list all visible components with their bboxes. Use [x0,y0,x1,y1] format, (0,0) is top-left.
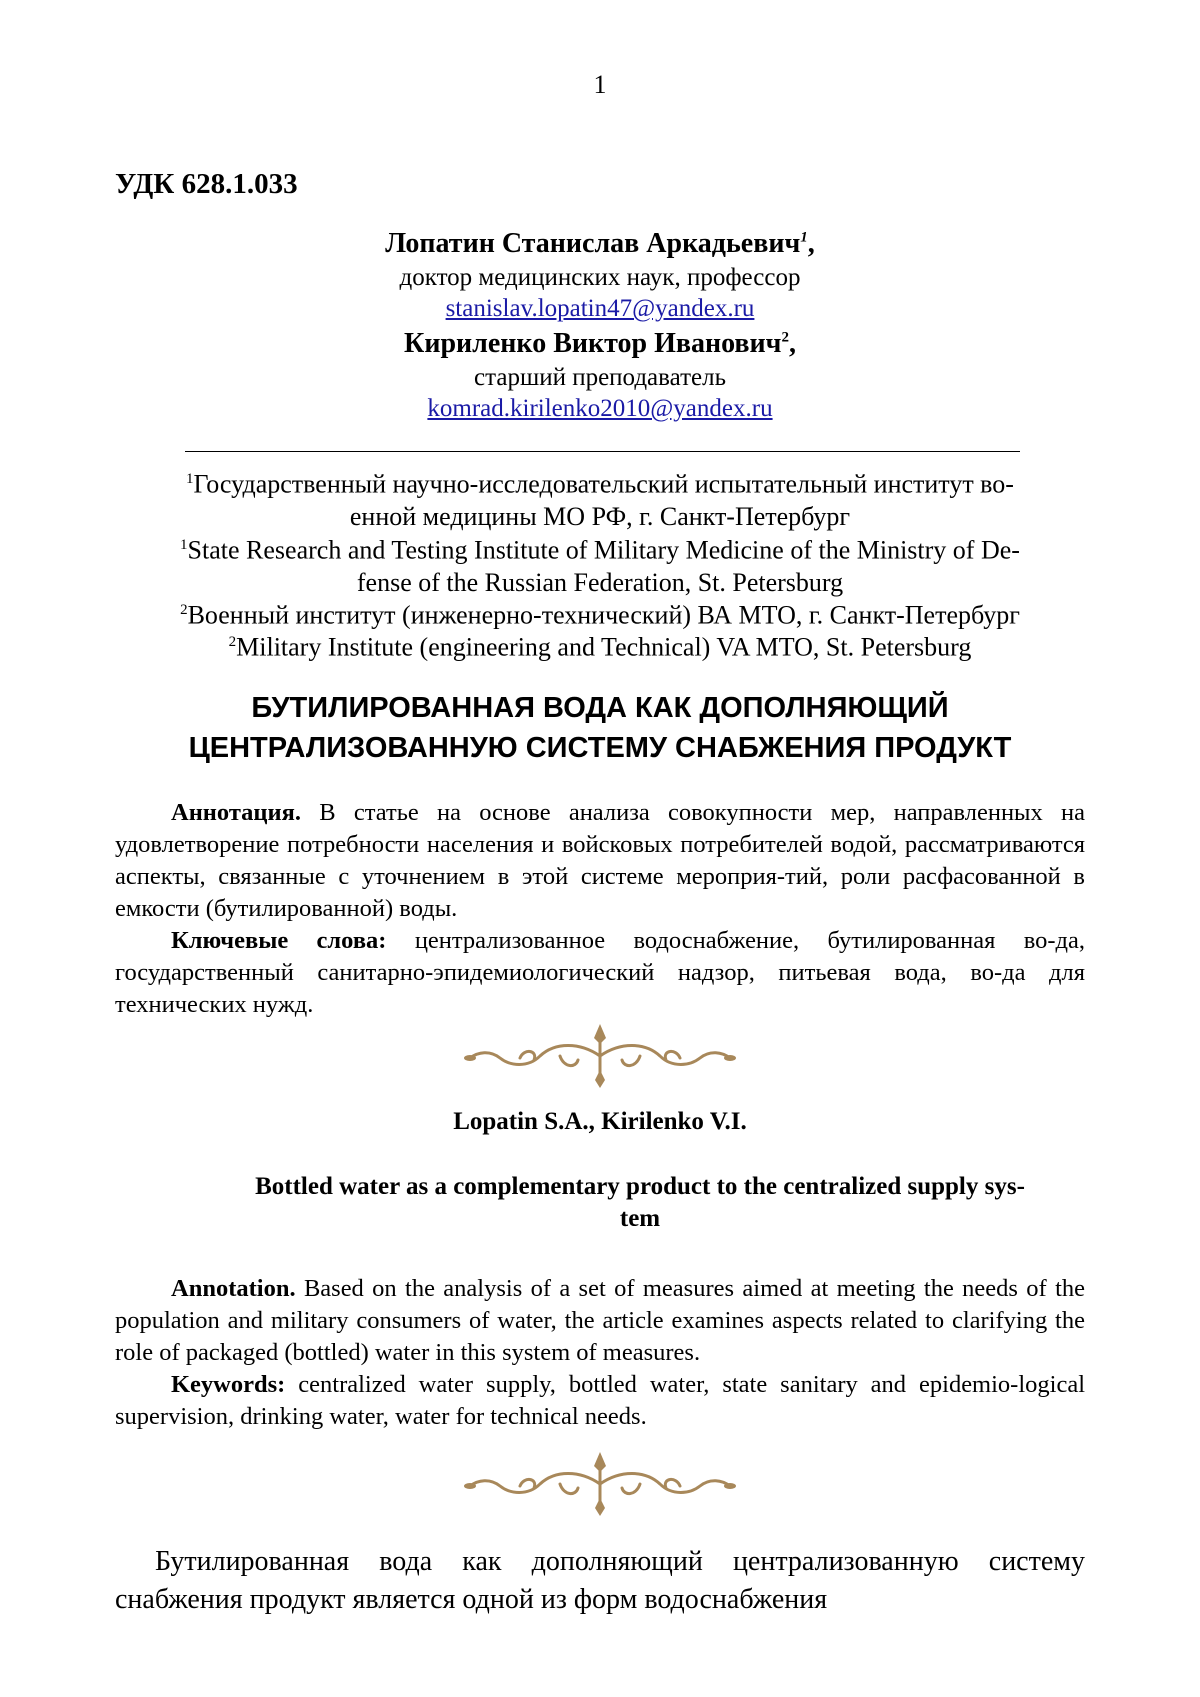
author-1-name: Лопатин Станислав Аркадьевич$^1$, [385,228,815,259]
affiliation-divider [185,451,1020,452]
author-2-email-link[interactable]: komrad.kirilenko2010@yandex.ru [427,395,773,422]
title-ru: БУТИЛИРОВАННАЯ ВОДА КАК ДОПОЛНЯЮЩИЙ ЦЕНТРАЛИЗОВАННУЮ СИСТЕМУ СНАБЖЕНИЯ ПРОДУКТ [188,692,1012,764]
author-1-email-row [115,295,1085,323]
page-number: 1 [593,70,607,99]
affiliation-1-ru: $^1$Государственный научно-исследовательский испытательный институт во- енной медицины МО РФ, г. Санкт-Петербург [186,469,1014,531]
abstract-en: Annotation. Based on the analysis of a set of measures aimed at meeting the needs of the population and military consumers of water, the article examines aspects related to clarifying the role of packaged (bottled) water in this system of measures. [115,1275,1085,1366]
body-paragraph: Бутилированная вода как дополняющий централизованную систему снабжения продукт является одной из форм водоснабжения [115,1546,1085,1615]
authors-en: Lopatin S.A., Kirilenko V.I. [453,1108,747,1135]
affiliation-2-ru: $^2$Военный институт (инженерно-технический) ВА МТО, г. Санкт-Петербург [180,600,1020,630]
affiliation-2-en: $^2$Military Institute (engineering and Technical) VA MTO, St. Petersburg [228,632,972,662]
author-1-role: доктор медицинских наук, профессор [399,264,801,291]
ornament-divider-1 [460,1022,740,1092]
udk-code: УДК 628.1.033 [115,168,298,200]
keywords-en: Keywords: centralized water supply, bottled water, state sanitary and epidemio-logical supervision, drinking water, water for technical needs. [115,1371,1086,1430]
author-2-role: старший преподаватель [474,364,726,391]
affiliation-1-en: $^1$State Research and Testing Institute of Military Medicine of the Ministry of De- fense of the Russian Federation, St. Petersburg [180,535,1020,597]
keywords-ru: Ключевые слова: централизованное водоснабжение, бутилированная во-да, государственный санитарно-эпидемиологический надзор, питьевая вода, во-да для технических нужд. [115,927,1086,1018]
abstract-en-label: Annotation. [171,1275,296,1302]
abstract-ru: Аннотация. В статье на основе анализа совокупности мер, направленных на удовлетворение потребности населения и войсковых потребителей водой, рассматриваются аспекты, связанные с уточнением в этой системе мероприя-тий, роли расфасованной в емкости (бутилированной) воды. [115,799,1085,922]
title-en: Bottled water as a complementary product to the centralized supply sys- tem [255,1173,1025,1232]
ornament-divider-2 [460,1450,740,1520]
keywords-en-label: Keywords: [171,1371,286,1398]
keywords-ru-label: Ключевые слова: [171,927,387,954]
abstract-ru-label: Аннотация. [171,799,302,826]
author-1-email-link[interactable]: stanislav.lopatin47@yandex.ru [445,295,755,322]
author-2-name: Кириленко Виктор Иванович$^2$, [404,328,796,359]
author-2-email-row [115,395,1085,423]
